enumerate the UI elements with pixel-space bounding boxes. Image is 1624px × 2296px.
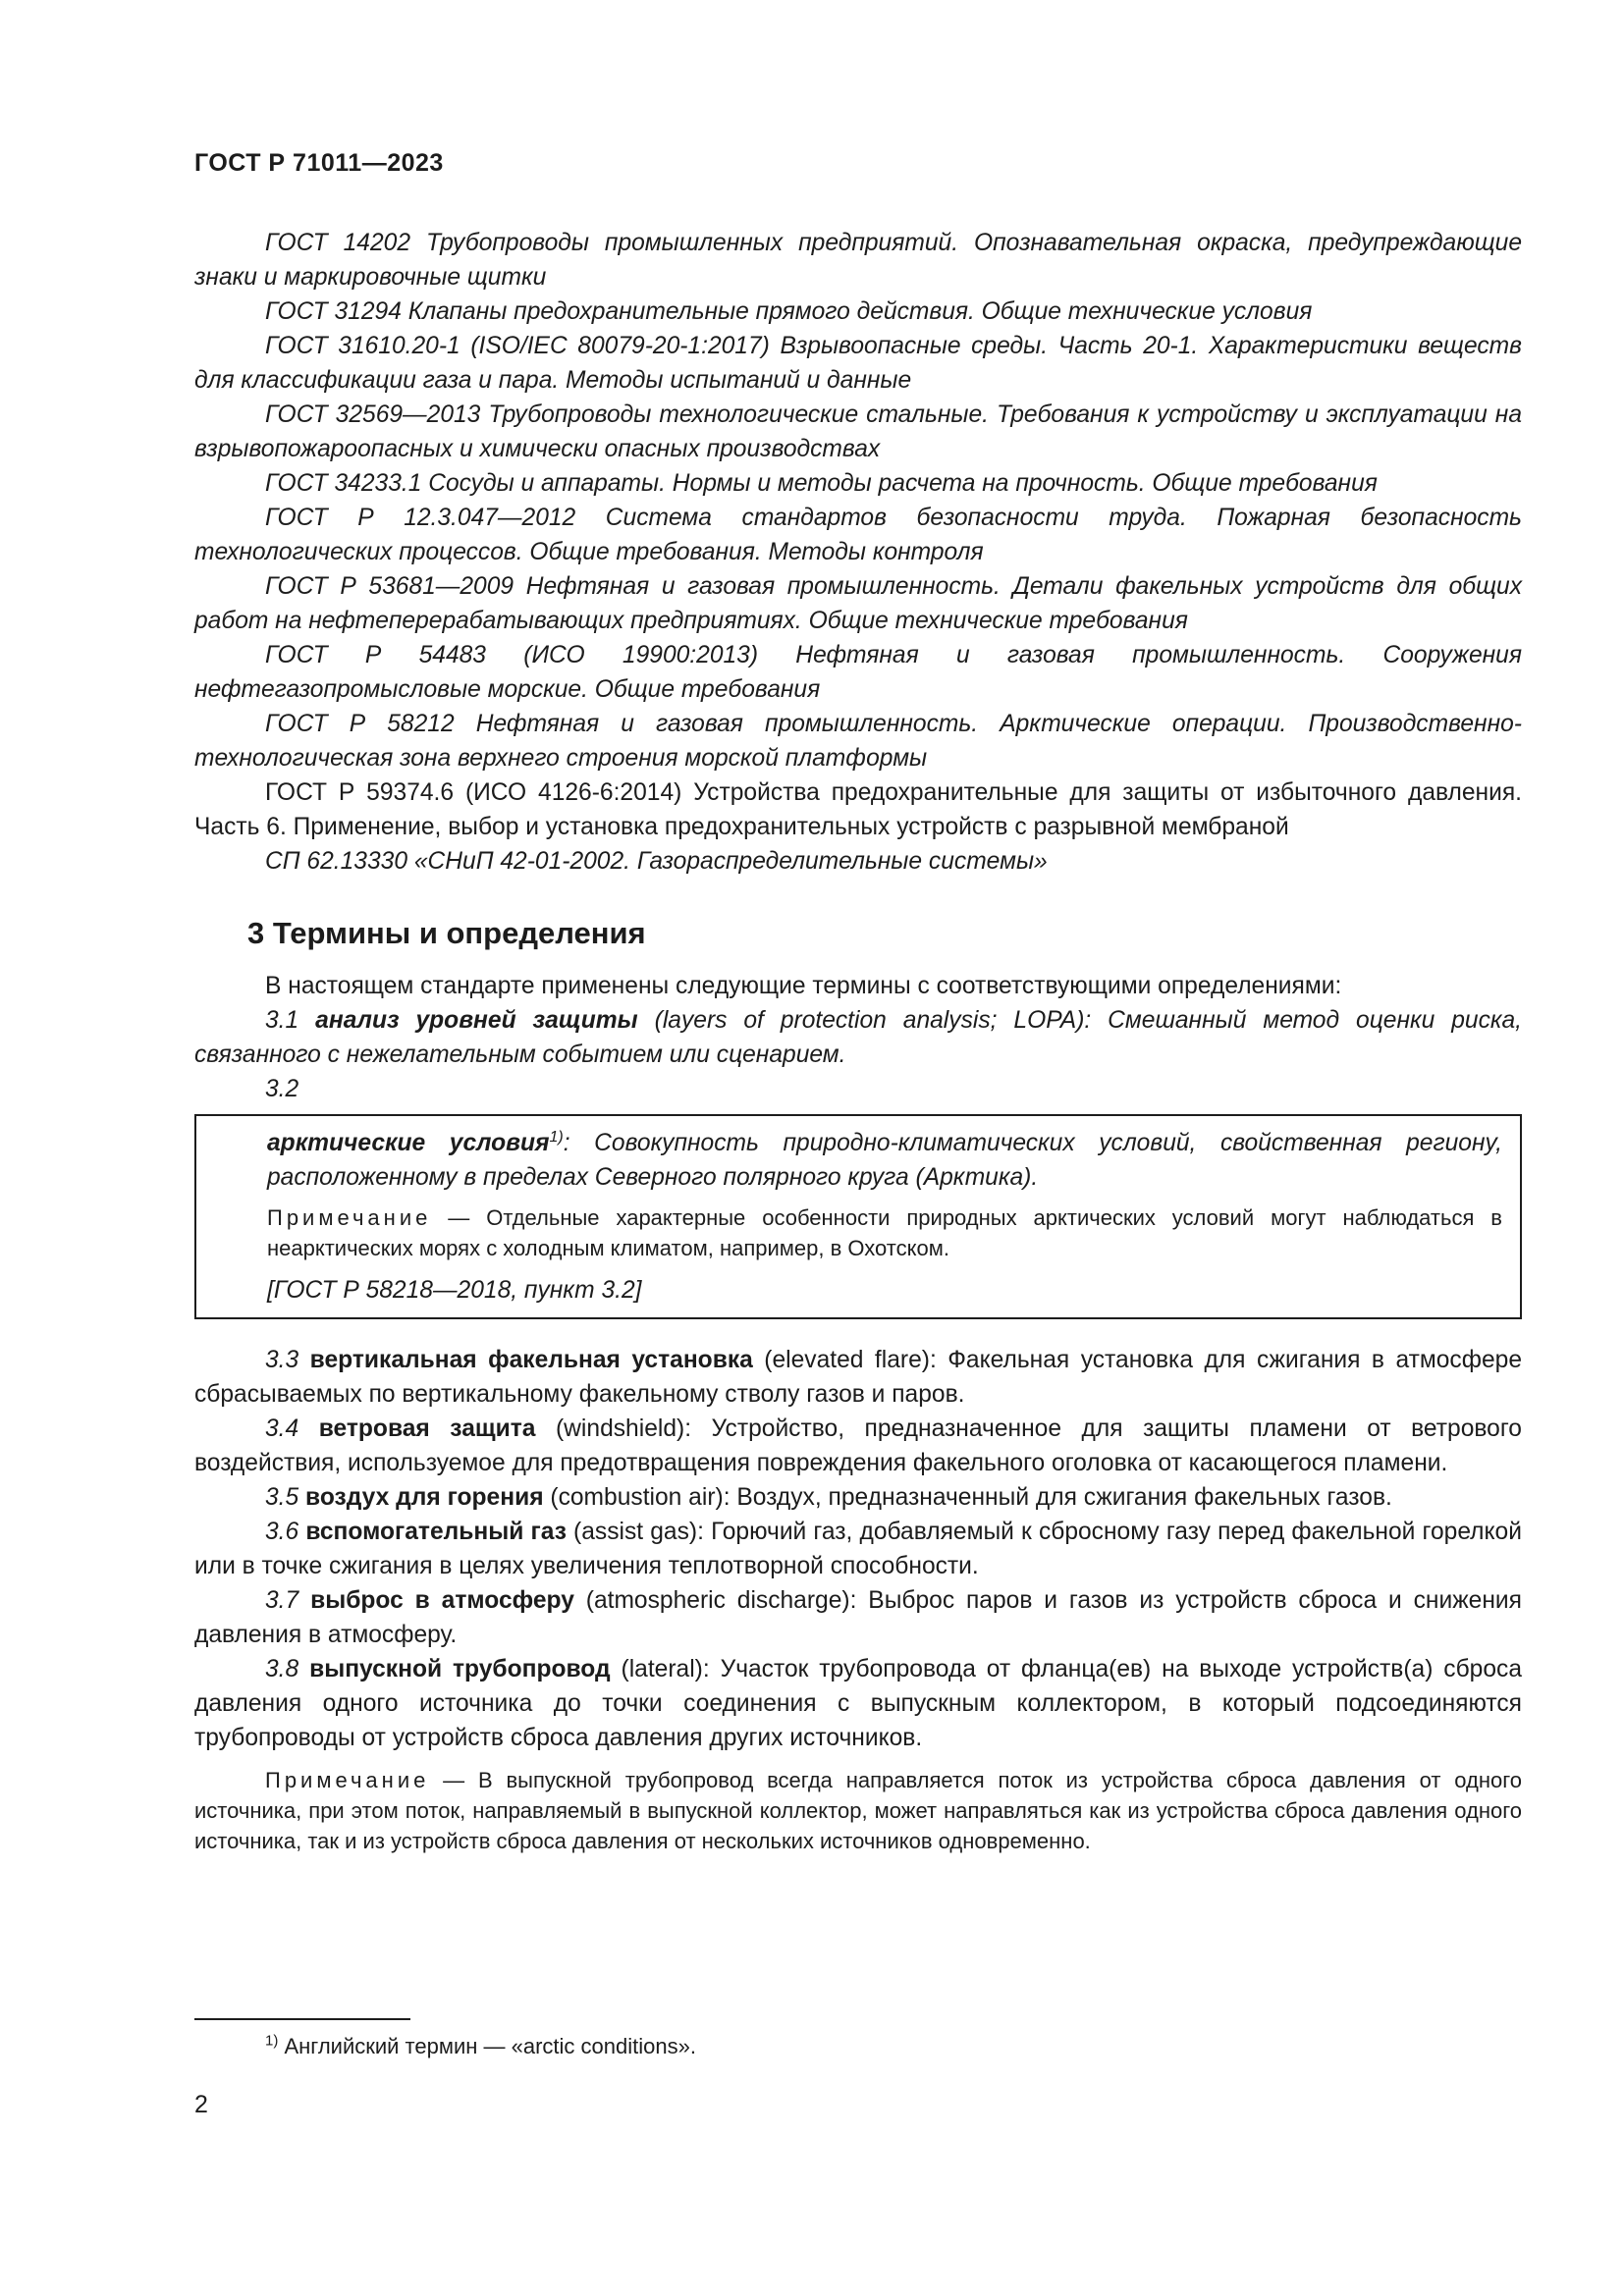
normative-reference: ГОСТ Р 59374.6 (ИСО 4126-6:2014) Устройства предохранительные для защиты от избыточного давления. Часть 6. Применение, выбор и установка предохранительных устройств с разрывной мембраной [194, 779, 1522, 840]
term-entry [194, 1003, 1522, 1072]
term-name: вспомогательный газ [305, 1519, 567, 1545]
note-text: — Отдельные характерные особенности природных арктических условий могут наблюдаться в неарктических морях с холодным климатом, например, в Охотском. [267, 1205, 1502, 1260]
footnote-separator [194, 2018, 410, 2020]
term-name: вертикальная факельная установка [309, 1347, 753, 1373]
term-definition: (windshield): Устройство, предназначенное для защиты пламени от ветрового воздействия, используемое для предотвращения повреждения факельного оголовка от касающегося пламени. [194, 1415, 1522, 1476]
term-number: 3.7 [265, 1587, 299, 1614]
document-header: ГОСТ Р 71011—2023 [194, 149, 444, 177]
section-heading: 3 Термины и определения [247, 916, 646, 950]
term-note [267, 1202, 1502, 1263]
normative-reference: ГОСТ 14202 Трубопроводы промышленных предприятий. Опознавательная окраска, предупреждающие знаки и маркировочные щитки [194, 230, 1522, 291]
quoted-term-box [194, 1114, 1522, 1319]
term-number: 3.3 [265, 1347, 299, 1373]
page-number: 2 [194, 2091, 208, 2118]
term-definition: : Совокупность природно-климатических условий, свойственная региону, расположенному в пределах Северного полярного круга (Арктика). [267, 1130, 1502, 1191]
note-label: Примечание [267, 1205, 432, 1230]
normative-reference: ГОСТ 31294 Клапаны предохранительные прямого действия. Общие технические условия [265, 298, 1313, 325]
normative-reference: СП 62.13330 «СНиП 42-01-2002. Газораспределительные системы» [265, 848, 1048, 875]
term-definition: (elevated flare): Факельная установка для сжигания в атмосфере сбрасываемых по вертикальному факельному стволу газов и паров. [194, 1347, 1522, 1408]
term-definition: (assist gas): Горючий газ, добавляемый к сбросному газу перед факельной горелкой или в точке сжигания в целях увеличения теплотворной способности. [194, 1519, 1522, 1579]
term-definition: (atmospheric discharge): Выброс паров и газов из устройств сброса и снижения давления в атмосферу. [194, 1587, 1522, 1648]
term-name: воздух для горения [305, 1484, 544, 1511]
footnote-mark: 1) [265, 2032, 279, 2050]
term-entry [194, 1412, 1522, 1480]
term-number: 3.6 [265, 1519, 299, 1545]
term-note [194, 1765, 1522, 1856]
normative-reference: ГОСТ Р 58212 Нефтяная и газовая промышленность. Арктические операции. Производственно-технологическая зона верхнего строения морской платформы [194, 711, 1522, 772]
term-entry [194, 1583, 1522, 1652]
term-name: анализ уровней защиты [315, 1007, 638, 1034]
term-entry [194, 1480, 1522, 1515]
footnote [265, 2034, 696, 2059]
footnote-marker: 1) [549, 1128, 564, 1146]
term-number: 3.5 [265, 1484, 299, 1511]
term-entry [267, 1126, 1502, 1195]
term-source: [ГОСТ Р 58218—2018, пункт 3.2] [267, 1277, 642, 1304]
note-label: Примечание [265, 1768, 430, 1792]
term-entry [194, 1343, 1522, 1412]
normative-reference: ГОСТ Р 54483 (ИСО 19900:2013) Нефтяная и газовая промышленность. Сооружения нефтегазопромысловые морские. Общие требования [194, 642, 1522, 703]
term-number: 3.8 [265, 1656, 299, 1682]
normative-reference: ГОСТ 32569—2013 Трубопроводы технологические стальные. Требования к устройству и эксплуатации на взрывопожароопасных и химически опасных производствах [194, 401, 1522, 462]
term-definition: (layers of protection analysis; LOPA): Смешанный метод оценки риска, связанного с нежелательным событием или сценарием. [194, 1007, 1522, 1068]
term-number: 3.4 [265, 1415, 299, 1442]
term-definition: (lateral): Участок трубопровода от фланца(ев) на выходе устройств(а) сброса давления одного источника до точки соединения с выпускным коллектором, в который подсоединяются трубопроводы от устройств сброса давления других источников. [194, 1656, 1522, 1751]
term-entry [194, 1652, 1522, 1755]
term-name: выпускной трубопровод [309, 1656, 611, 1682]
term-definition: (combustion air): Воздух, предназначенный для сжигания факельных газов. [543, 1484, 1392, 1511]
term-name: выброс в атмосферу [310, 1587, 574, 1614]
term-name: арктические условия [267, 1130, 550, 1156]
term-number: 3.1 [265, 1007, 299, 1034]
term-name: ветровая защита [318, 1415, 536, 1442]
document-body [194, 226, 1522, 1856]
section-intro: В настоящем стандарте применены следующие термины с соответствующими определениями: [265, 973, 1342, 999]
normative-reference: ГОСТ Р 12.3.047—2012 Система стандартов безопасности труда. Пожарная безопасность технологических процессов. Общие требования. Методы контроля [194, 505, 1522, 565]
term-number-line: 3.2 [265, 1076, 299, 1102]
footnote-text: Английский термин — «arctic conditions». [278, 2034, 696, 2058]
normative-reference: ГОСТ 31610.20-1 (ISO/IEC 80079-20-1:2017) Взрывоопасные среды. Часть 20-1. Характеристики веществ для классификации газа и пара. Методы испытаний и данные [194, 333, 1522, 394]
normative-reference: ГОСТ 34233.1 Сосуды и аппараты. Нормы и методы расчета на прочность. Общие требования [265, 470, 1378, 497]
normative-reference: ГОСТ Р 53681—2009 Нефтяная и газовая промышленность. Детали факельных устройств для общих работ на нефтеперерабатывающих предприятиях. Общие технические требования [194, 573, 1522, 634]
term-entry [194, 1515, 1522, 1583]
note-text: — В выпускной трубопровод всегда направляется поток из устройства сброса давления от одного источника, при этом поток, направляемый в выпускной коллектор, может направляться как из устройства сброса давления одного источника, так и из устройств сброса давления от нескольких источников одновременно. [194, 1768, 1522, 1853]
